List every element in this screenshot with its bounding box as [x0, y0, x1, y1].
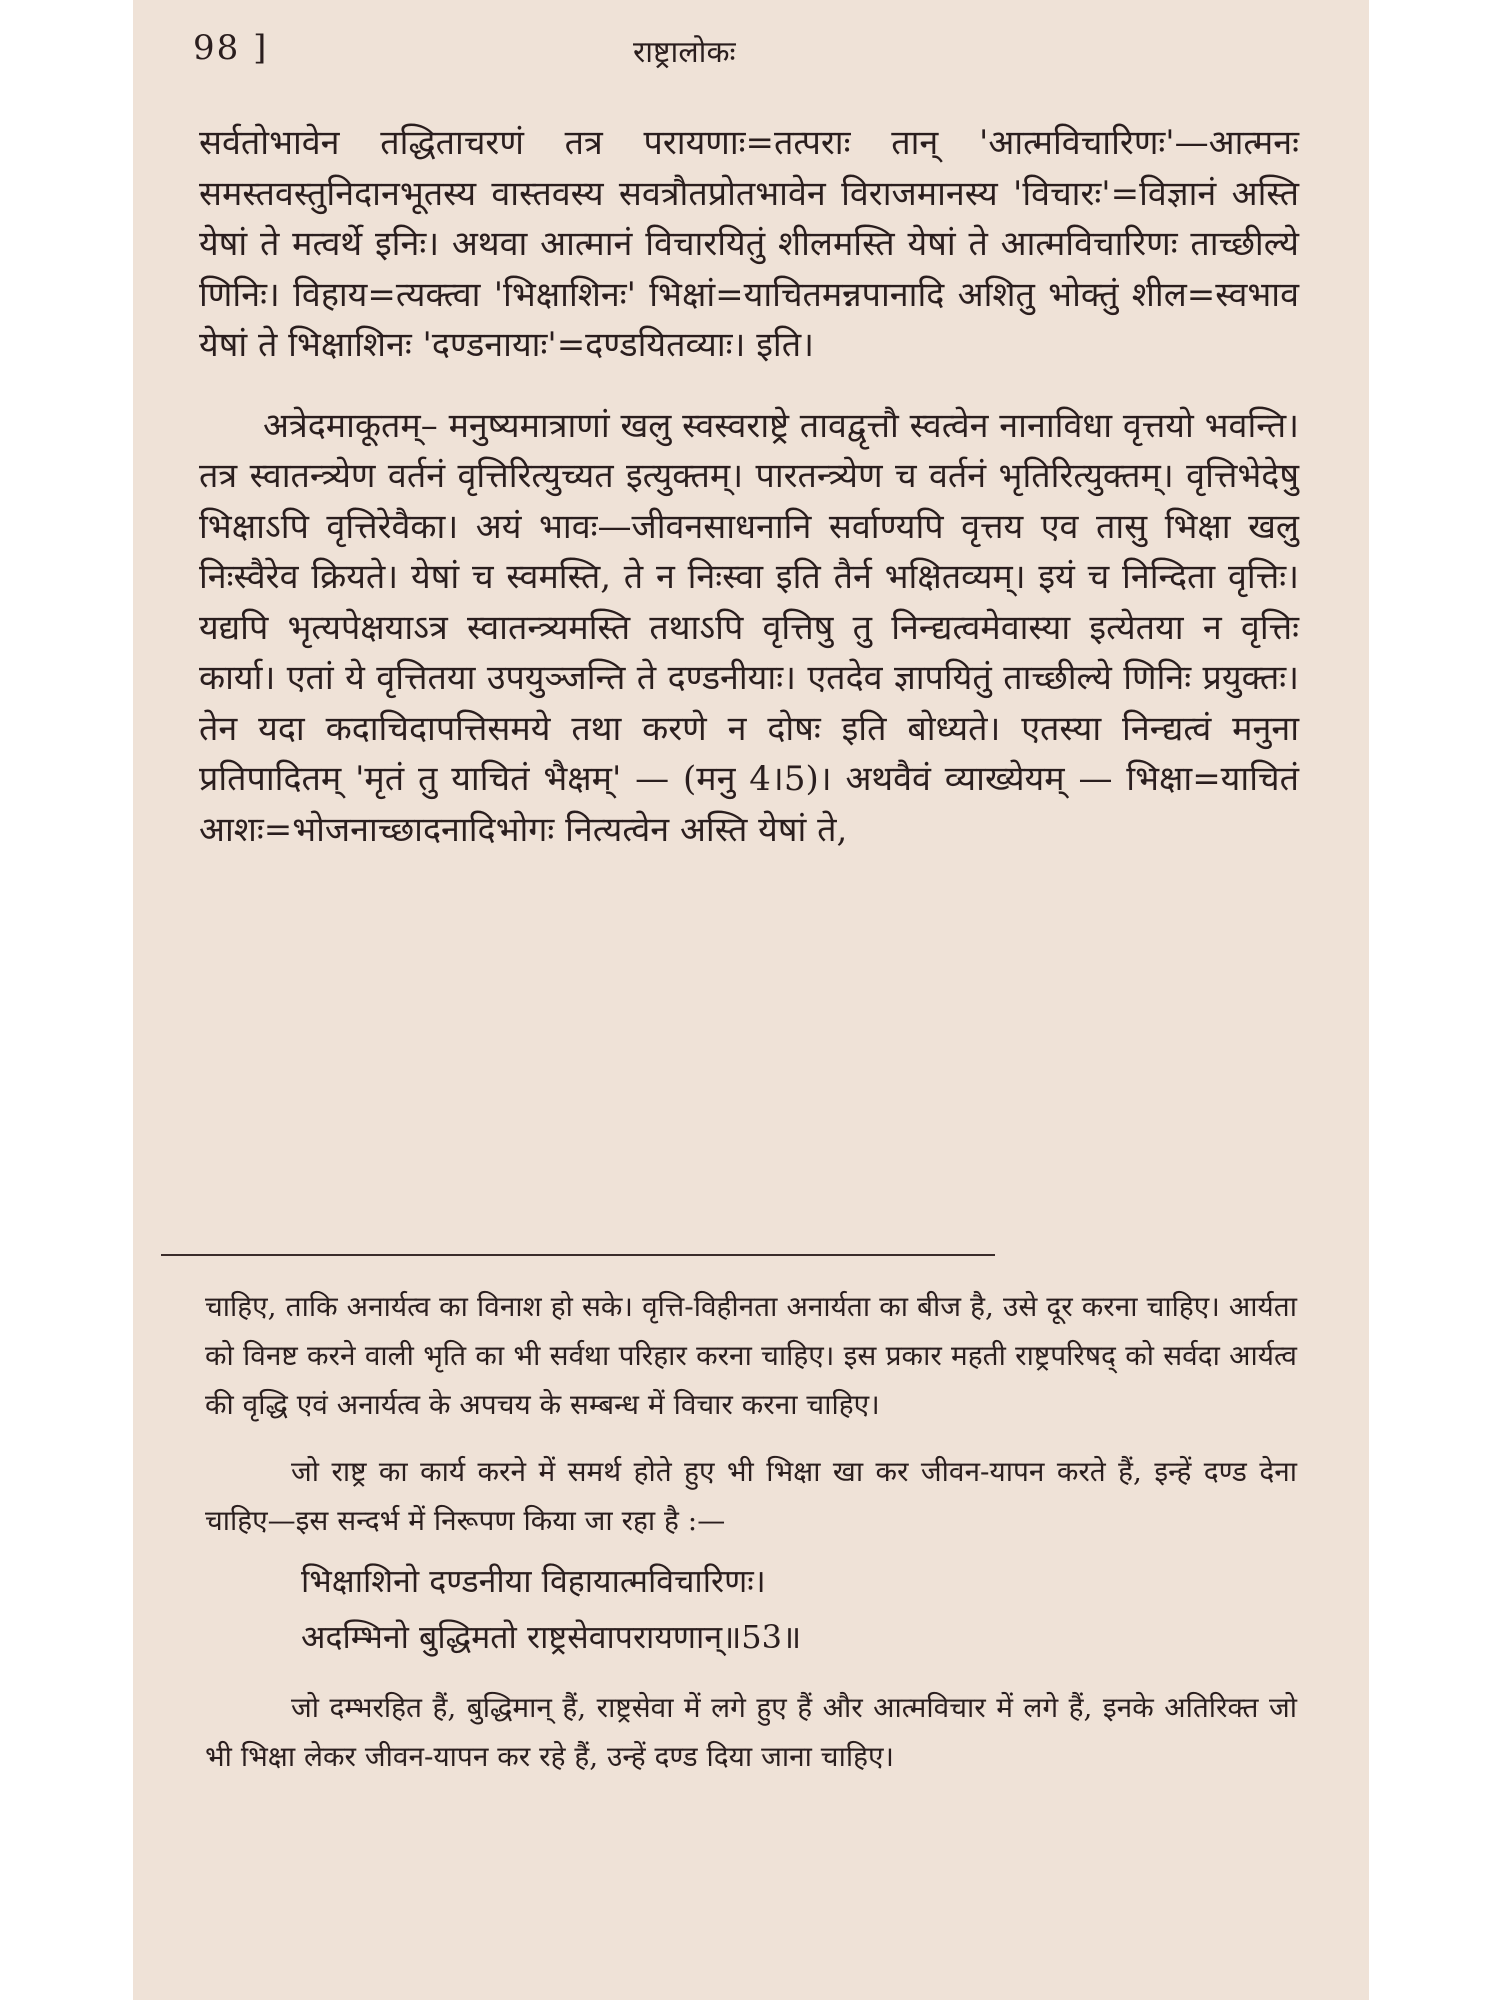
- footnote-divider: [161, 1254, 995, 1256]
- main-paragraph: सर्वतोभावेन तद्धिताचरणं तत्र परायणाः=तत्पराः तान् 'आत्मविचारिणः'—आत्मनः समस्तवस्तुनिदानभूतस्य वास्तवस्य सवत्रौतप्रोतभावेन विराजमानस्य 'विचारः'=विज्ञानं अस्ति येषां ते मत्वर्थे इनिः। अथवा आत्मानं विचारयितुं शीलमस्ति येषां ते आत्मविचारिणः ताच्छील्ये णिनिः। विहाय=त्यक्त्वा 'भिक्षाशिनः' भिक्षां=याचितमन्नपानादि अशितु भोक्तुं शील=स्वभाव येषां ते भिक्षाशिनः 'दण्डनायाः'=दण्डयितव्याः। इति।: [199, 123, 1299, 365]
- running-title: राष्ट्रालोकः: [633, 35, 736, 70]
- main-paragraph: अत्रेदमाकूतम्– मनुष्यमात्राणां खलु स्वस्वराष्ट्रे तावद्वृत्तौ स्वत्वेन नानाविधा वृत्तयो भवन्ति। तत्र स्वातन्त्र्येण वर्तनं वृत्तिरित्युच्यत इत्युक्तम्। पारतन्त्र्येण च वर्तनं भृतिरित्युक्तम्। वृत्तिभेदेषु भिक्षाऽपि वृत्तिरेवैका। अयं भावः—जीवनसाधनानि सर्वाण्यपि वृत्तय एव तासु भिक्षा खलु निःस्वैरेव क्रियते। येषां च स्वमस्ति, ते न निःस्वा इति तैर्न भक्षितव्यम्। इयं च निन्दिता वृत्तिः। यद्यपि भृत्यपेक्षयाऽत्र स्वातन्त्र्यमस्ति तथाऽपि वृत्तिषु तु निन्द्यत्वमेवास्या इत्येतया न वृत्तिः कार्या। एतां ये वृत्तितया उपयुञ्जन्ति ते दण्डनीयाः। एतदेव ज्ञापयितुं ताच्छील्ये णिनिः प्रयुक्तः। तेन यदा कदाचिदापत्तिसमये तथा करणे न दोषः इति बोध्यते। एतस्या निन्द्यत्वं मनुना प्रतिपादितम् 'मृतं तु याचितं भैक्षम्' — (मनु 4।5)। अथवैवं व्याख्येयम् — भिक्षा=याचितं आशः=भोजनाच्छादनादिभोगः नित्यत्वेन अस्ति येषां ते,: [199, 405, 1299, 850]
- hindi-commentary: [205, 1282, 1297, 1781]
- page-number: 98 ]: [193, 28, 269, 68]
- verse-line: अदम्भिनो बुद्धिमतो राष्ट्रसेवापरायणान्॥53॥: [301, 1618, 802, 1656]
- sanskrit-commentary: [199, 118, 1299, 855]
- verse-block: [301, 1553, 1297, 1665]
- commentary-paragraph: जो दम्भरहित हैं, बुद्धिमान् हैं, राष्ट्रसेवा में लगे हुए हैं और आत्मविचार में लगे हैं, इनके अतिरिक्त जो भी भिक्षा लेकर जीवन-यापन कर रहे हैं, उन्हें दण्ड दिया जाना चाहिए।: [205, 1691, 1297, 1773]
- book-page: [133, 0, 1369, 2000]
- commentary-paragraph: चाहिए, ताकि अनार्यत्व का विनाश हो सके। वृत्ति-विहीनता अनार्यता का बीज है, उसे दूर करना चाहिए। आर्यता को विनष्ट करने वाली भृति का भी सर्वथा परिहार करना चाहिए। इस प्रकार महती राष्ट्रपरिषद् को सर्वदा आर्यत्व की वृद्धि एवं अनार्यत्व के अपचय के सम्बन्ध में विचार करना चाहिए।: [205, 1290, 1297, 1421]
- page-header: [193, 28, 1293, 76]
- verse-line: भिक्षाशिनो दण्डनीया विहायात्मविचारिणः।: [301, 1562, 766, 1600]
- commentary-paragraph: जो राष्ट्र का कार्य करने में समर्थ होते हुए भी भिक्षा खा कर जीवन-यापन करते हैं, इन्हें दण्ड देना चाहिए—इस सन्दर्भ में निरूपण किया जा रहा है :—: [205, 1455, 1297, 1537]
